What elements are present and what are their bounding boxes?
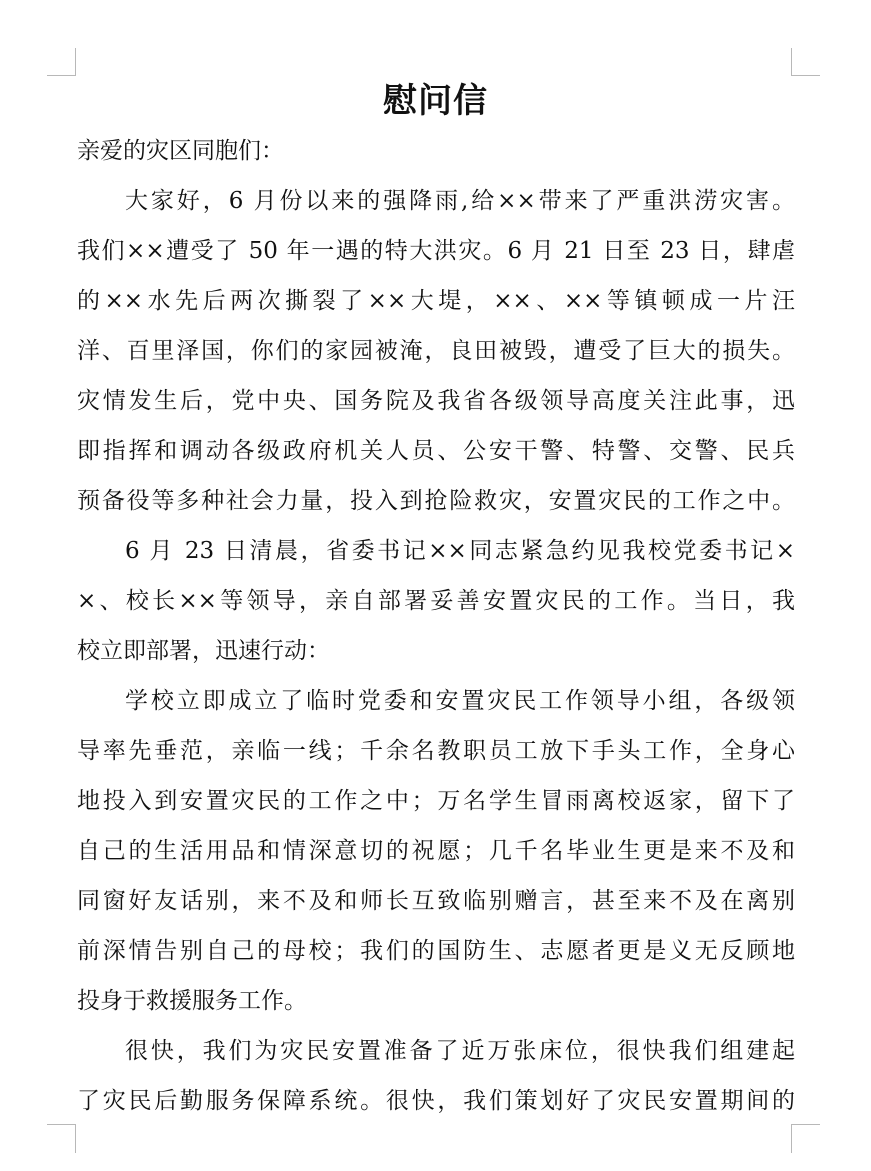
paragraph-line: 自己的生活用品和情深意切的祝愿；几千名毕业生更是来不及和 xyxy=(77,838,795,864)
paragraph-line: 即指挥和调动各级政府机关人员、公安干警、特警、交警、民兵 xyxy=(77,438,795,464)
crop-mark-bottom-right xyxy=(791,1124,820,1153)
paragraph-line: 校立即部署，迅速行动： xyxy=(77,638,330,664)
paragraph-4 xyxy=(77,1026,795,1126)
paragraph-line: 预备役等多种社会力量，投入到抢险救灾，安置灾民的工作之中。 xyxy=(77,488,795,514)
paragraph-line: 前深情告别自己的母校；我们的国防生、志愿者更是义无反顾地 xyxy=(77,938,795,964)
paragraph-2 xyxy=(77,526,795,676)
document-title: 慰问信 xyxy=(383,81,488,121)
paragraph-line: 灾情发生后，党中央、国务院及我省各级领导高度关注此事，迅 xyxy=(77,388,795,414)
paragraph-line: 的××水先后两次撕裂了××大堤，××、××等镇顿成一片汪 xyxy=(77,288,795,314)
paragraph-line: 洋、百里泽国，你们的家园被淹，良田被毁，遭受了巨大的损失。 xyxy=(77,338,795,364)
paragraph-line: 投身于救援服务工作。 xyxy=(77,988,307,1014)
crop-mark-top-right xyxy=(791,48,820,76)
crop-mark-top-left xyxy=(47,48,76,76)
paragraph-line: 大家好，6 月份以来的强降雨,给××带来了严重洪涝灾害。 xyxy=(125,188,795,214)
paragraph-3 xyxy=(77,676,795,1026)
paragraph-line: 6 月 23 日清晨，省委书记××同志紧急约见我校党委书记× xyxy=(125,538,795,564)
paragraph-line: ×、校长××等领导，亲自部署妥善安置灾民的工作。当日，我 xyxy=(77,588,795,614)
paragraph-line: 很快，我们为灾民安置准备了近万张床位，很快我们组建起 xyxy=(125,1038,795,1064)
paragraph-line: 导率先垂范，亲临一线；千余名教职员工放下手头工作，全身心 xyxy=(77,738,795,764)
salutation xyxy=(77,126,795,176)
paragraph-1 xyxy=(77,176,795,526)
paragraph-line: 了灾民后勤服务保障系统。很快，我们策划好了灾民安置期间的 xyxy=(77,1088,795,1114)
salutation-line: 亲爱的灾区同胞们： xyxy=(77,138,284,164)
paragraph-line: 我们××遭受了 50 年一遇的特大洪灾。6 月 21 日至 23 日，肆虐 xyxy=(77,238,795,264)
document-body xyxy=(77,126,795,1126)
crop-mark-bottom-left xyxy=(47,1124,76,1153)
paragraph-line: 学校立即成立了临时党委和安置灾民工作领导小组，各级领 xyxy=(125,688,795,714)
paragraph-line: 地投入到安置灾民的工作之中；万名学生冒雨离校返家，留下了 xyxy=(77,788,795,814)
paragraph-line: 同窗好友话别，来不及和师长互致临别赠言，甚至来不及在离别 xyxy=(77,888,795,914)
